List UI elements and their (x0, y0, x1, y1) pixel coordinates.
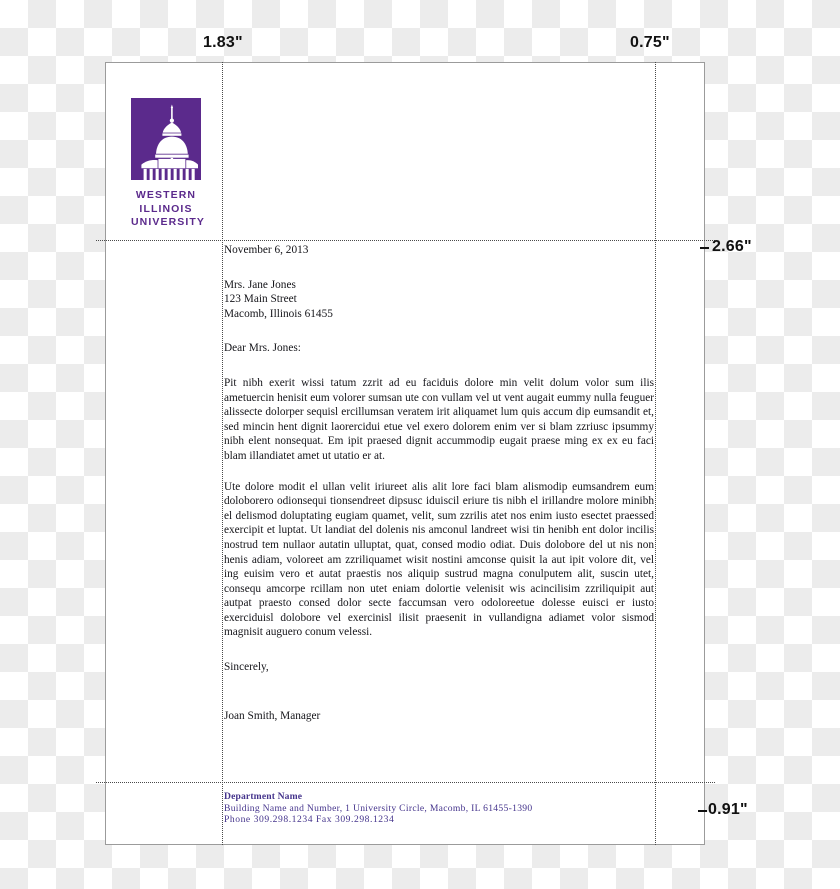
wordmark-line-1: WESTERN (135, 189, 197, 201)
guide-right-margin (655, 62, 657, 845)
spacer (224, 321, 654, 341)
tick-mark-top-margin (700, 247, 709, 249)
letter-closing: Sincerely, (224, 661, 269, 674)
signature-space (224, 675, 654, 709)
spacer (224, 640, 654, 660)
dimension-top-margin: 2.66" (712, 238, 752, 255)
university-logo (131, 98, 206, 230)
wordmark-line-2: ILLINOIS (139, 202, 193, 215)
letter-body (224, 243, 654, 723)
letterhead-footer (224, 791, 654, 826)
letter-paragraph-2: Ute dolore modit el ullan velit iriureet alis alit lore faci blam alismodip eumsandrem eum doloborero odionsequi tionsendreet dipsusc iduiscil eriure tis nibh el irillandre molore minibh el delismod doluptating eugiam quamet, velit, sum zzrilis atet nos enim iusto esectet praessed exercipit et luptat. Ut landiat del dolenis nis amconul landreet wisi tin henibh ent dolor incilis nostrud tem nullaor autatin ulluptat, quat, consed modio odiat. Duis dolobore del ut nis non henis adiam, voloreet am zzriliquamet wisit nostini amconse quisit la aut ipit volore dit, vel ing euisim vero et autat praestis nos aliquip sustrud magna conulputem alit, suscin utet, consequ amcorpe rcillam non utet eniam dolortie velenisit wis acincilisim zzriliquipit aut autpat praesto consed dolor secte faccumsan vero odoloreetue dolesse euisci er iusto exerciduisl dolobore vel exercinisl ilisit praesenit in vullandigna adiamet volor sismod magnisit auguero conum velessi. (224, 480, 654, 639)
spacer (224, 464, 654, 480)
recipient-line-1: Mrs. Jane Jones (224, 278, 296, 291)
dimension-left-margin: 1.83" (203, 34, 243, 51)
guide-bottom-margin (96, 782, 715, 784)
guide-top-margin (96, 240, 715, 242)
letter-salutation: Dear Mrs. Jones: (224, 342, 301, 355)
letter-date: November 6, 2013 (224, 244, 309, 256)
university-wordmark (131, 189, 206, 230)
dimension-bottom-margin: 0.91" (708, 801, 748, 818)
letter-signature: Joan Smith, Manager (224, 709, 321, 722)
recipient-line-3: Macomb, Illinois 61455 (224, 307, 333, 320)
tick-mark-bottom-margin (698, 810, 707, 812)
footer-phone: Phone 309.298.1234 Fax 309.298.1234 (224, 814, 395, 826)
footer-address: Building Name and Number, 1 University Circle, Macomb, IL 61455-1390 (224, 802, 533, 814)
footer-department: Department Name (224, 791, 303, 802)
dimension-right-margin: 0.75" (630, 34, 670, 51)
letter-paragraph-1: Pit nibh exerit wissi tatum zzrit ad eu faciduis dolore min velit dolum volor sum ilis ametuercin henisit eum volorer sumsan ute con vullam vel ut vent augait eummy nulla feuguer alissecte dolorper sequisl ercillumsan veratem irit aliquamet lum quis accum dip eumsandit et, sed mincin hent dignit laorercidui etue vel exero dolorem enim ver si blam zzriusc ipsummy nibh elent nonsequat. Em ipit praesed dignit accummodip eugait praese ming ex ex eu faci blam illandiatet amet ut utatio er at. (224, 376, 654, 462)
wordmark-line-3: UNIVERSITY (131, 216, 206, 228)
spacer (224, 356, 654, 376)
wiu-tower-icon (131, 98, 201, 180)
spacer (224, 258, 654, 278)
recipient-line-2: 123 Main Street (224, 293, 297, 306)
